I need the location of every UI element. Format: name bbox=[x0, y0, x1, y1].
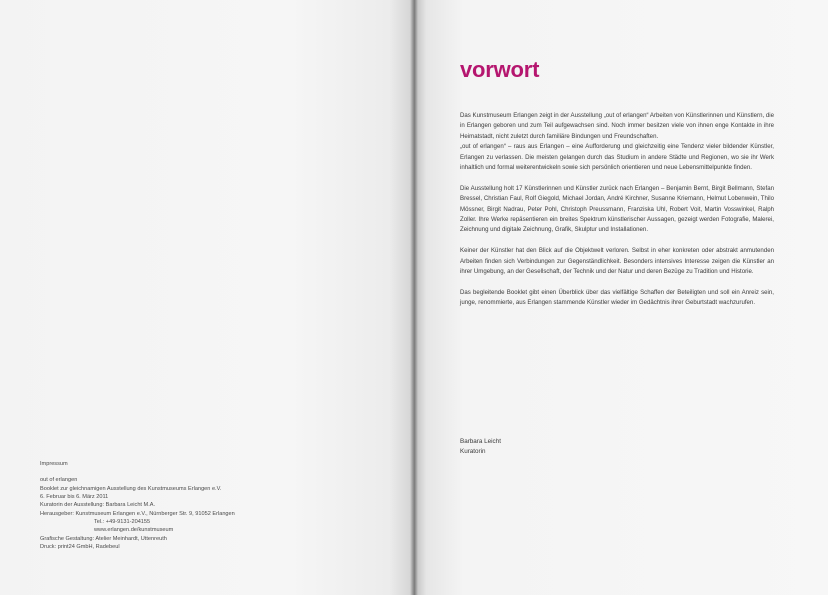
paragraph: Das begleitende Booklet gibt einen Überblick über das vielfältige Schaffen der Beteiligten und soll ein Anreiz sein, junge, renommierte, aus Erlangen stammende Künstler wieder im Gedächtnis ihrer Geburtstadt wachzurufen. bbox=[460, 288, 774, 307]
paragraph: Keiner der Künstler hat den Blick auf die Objektwelt verloren. Selbst in eher konkreten oder abstrakt anmutenden Arbeiten finden sich Verbindungen zur Gegenständlichkeit. Besonders intensives Interesse zeigen die Künstler an ihrer Umgebung, an der Gesellschaft, der Technik und der Natur und deren Bezüge zu Tradition und Historie. bbox=[460, 247, 774, 276]
paragraph: Das Kunstmuseum Erlangen zeigt in der Ausstellung „out of erlangen“ Arbeiten von Künstlerinnen und Künstlern, die in Erlangen geboren und zum Teil aufgewachsen sind. Noch immer besitzen viele von ihnen enge Kontakte in ihre Heimatstadt, nicht zuletzt durch familiäre Bindungen und Freundschaften. bbox=[460, 112, 774, 140]
impressum-line: out of erlangen bbox=[40, 477, 78, 484]
impressum-line: Grafische Gestaltung: Atelier Meinhardt, Uttenreuth bbox=[40, 535, 167, 542]
impressum-line: 6. Februar bis 6. März 2011 bbox=[40, 494, 109, 501]
vorwort-body bbox=[460, 111, 774, 319]
paragraph: „out of erlangen“ – raus aus Erlangen – eine Aufforderung und gleichzeitig eine Tendenz vieler bildender Künstler, Erlangen zu verlassen. Die meisten gelangen durch das Studium in andere Städte und Regionen, wo sie ihr Werk inhaltlich und formal weiterentwickeln sowie sich persönlich orientieren und neue Lebensmittelpunkte finden. bbox=[460, 143, 774, 172]
signature-block bbox=[460, 437, 501, 458]
impressum-line: Booklet zur gleichnamigen Ausstellung des Kunstmuseums Erlangen e.V. bbox=[40, 485, 222, 492]
impressum-block bbox=[40, 460, 370, 551]
signature-name: Barbara Leicht bbox=[460, 438, 501, 445]
impressum-line: www.erlangen.de/kunstmuseum bbox=[94, 527, 174, 534]
signature-role: Kuratorin bbox=[460, 448, 486, 456]
impressum-line: Kuratorin der Ausstellung: Barbara Leicht M.A. bbox=[40, 502, 156, 509]
book-gutter bbox=[410, 0, 418, 595]
paragraph: Die Ausstellung holt 17 Künstlerinnen und Künstler zurück nach Erlangen – Benjamin Bernt, Birgit Bellmann, Stefan Bressel, Christian Faul, Rolf Giegold, Michael Jordan, André Kirchner, Susanne Kriemann, Helmut Lobenwein, Thilo Mössner, Birgit Nadrau, Peter Pohl, Christoph Preussmann, Franziska Uhl, Robert Voit, Martin Vosswinkel, Ralph Zoller. Ihre Werke repäsentieren ein breites Spektrum künstlerischer Aussagen, gezeigt werden Fotografie, Malerei, Zeichnung und digitale Zeichnung, Grafik, Skulptur und Installationen. bbox=[460, 184, 774, 234]
impressum-line: Herausgeber: Kunstmuseum Erlangen e.V., Nürnberger Str. 9, 91052 Erlangen bbox=[40, 510, 235, 517]
impressum-line: Druck: print24 GmbH, Radebeul bbox=[40, 544, 120, 551]
page-title: vorwort bbox=[460, 57, 540, 82]
impressum-heading: Impressum bbox=[40, 461, 68, 467]
impressum-line: Tel.: +49-9131-204155 bbox=[94, 519, 151, 526]
